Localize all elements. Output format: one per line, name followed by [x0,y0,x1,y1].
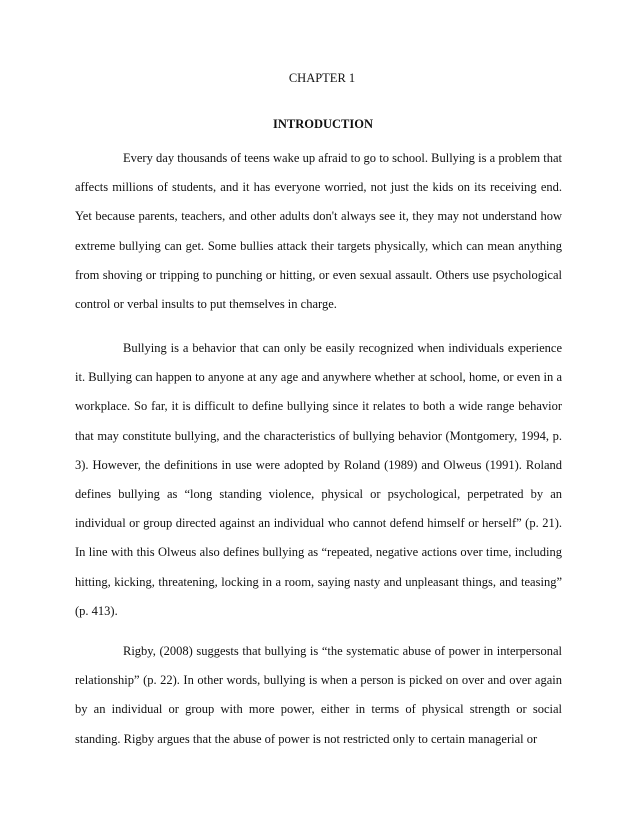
body-paragraph: Every day thousands of teens wake up afraid to go to school. Bullying is a problem that affects millions of students, and it has everyone worried, not just the kids on its receiving end. Yet because parents, teachers, and other adults don't always see it, they may not understand how extreme bullying can get. Some bullies attack their targets physically, which can mean anything from shoving or tripping to punching or hitting, or even sexual assault. Others use psychological control or verbal insults to put themselves in charge. [75,151,562,312]
chapter-label: CHAPTER 1 [288,71,356,85]
section-title: INTRODUCTION [272,117,373,131]
body-paragraph: Rigby, (2008) suggests that bullying is “the systematic abuse of power in interpersonal relationship” (p. 22). In other words, bullying is when a person is picked on over and over again by an individual or group with more power, either in terms of physical strength or social standing. Rigby argues that the abuse of power is not restricted only to certain managerial or [75,644,562,746]
body-paragraph: Bullying is a behavior that can only be easily recognized when individuals experience it. Bullying can happen to anyone at any age and anywhere whether at school, home, or even in a workplace. So far, it is difficult to define bullying since it relates to both a wide range behavior that may constitute bullying, and the characteristics of bullying behavior (Montgomery, 1994, p. 3). However, the definitions in use were adopted by Roland (1989) and Olweus (1991). Roland defines bullying as “long standing violence, physical or psychological, perpetrated by an individual or group directed against an individual who cannot defend himself or herself” (p. 21). In line with this Olweus also defines bullying as “repeated, negative actions over time, including hitting, kicking, threatening, locking in a room, saying nasty and unpleasant things, and teasing” (p. 413). [75,341,562,618]
